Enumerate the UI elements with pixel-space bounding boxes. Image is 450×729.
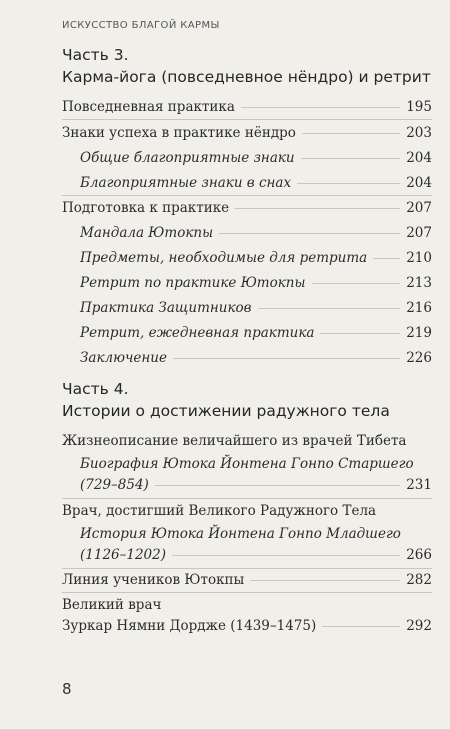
dot-leader [258,308,401,309]
toc-entry-title: Повседневная практика [62,99,235,115]
toc-entry-title: Ретрит по практике Ютокпы [80,275,306,291]
toc-entry[interactable] [62,97,432,118]
dot-leader [250,580,400,581]
toc-subentry[interactable] [80,173,432,194]
dot-leader [312,283,401,284]
running-head: ИСКУССТВО БЛАГОЙ КАРМЫ [62,20,220,31]
dot-leader [173,358,400,359]
toc-entry-title: Знаки успеха в практике нёндро [62,125,296,141]
toc-entry[interactable] [62,501,432,522]
toc-entry-title: История Ютока Йонтена Гонпо Младшего [80,526,401,542]
dot-leader [172,555,400,556]
toc-entry-title: Линия учеников Ютокпы [62,572,245,588]
toc-subentry[interactable] [80,248,432,269]
toc-entry-page: 213 [406,275,432,291]
toc-entry-title: Биография Ютока Йонтена Гонпо Старшего [80,456,414,472]
toc-entry-page: 195 [406,99,432,115]
dot-leader [301,158,401,159]
toc-entry-title-cont: (1126–1202) [80,547,166,563]
divider [62,568,432,569]
toc-entry-page: 207 [406,200,432,216]
toc-entry[interactable] [62,570,432,591]
toc-entry-page: 219 [406,325,432,341]
toc-entry-page: 204 [406,175,432,191]
toc-subentry[interactable] [80,273,432,294]
toc-entry[interactable] [62,198,432,219]
dot-leader [320,333,400,334]
toc-entry-page: 203 [406,125,432,141]
toc-subentry[interactable] [80,524,432,566]
divider [62,592,432,593]
dot-leader [302,133,400,134]
toc-entry-page: 210 [406,250,432,266]
toc-entry-page: 204 [406,150,432,166]
toc-subentry[interactable] [80,454,432,496]
part-4-label: Часть 4. [62,380,129,398]
dot-leader [373,258,400,259]
toc-entry-title: Благоприятные знаки в снах [80,175,292,191]
toc-entry-title: Жизнеописание величайшего из врачей Тибета [62,433,407,449]
dot-leader [155,485,400,486]
toc-subentry[interactable] [80,323,432,344]
toc-entry-title-cont: (729–854) [80,477,149,493]
page-number: 8 [62,680,72,698]
part-4-heading [62,378,390,422]
toc-subentry[interactable] [80,148,432,169]
toc-entry-page: 207 [406,225,432,241]
dot-leader [241,107,400,108]
toc-entry[interactable] [62,123,432,144]
toc-entry-page: 282 [406,572,432,588]
toc-entry-title: Предметы, необходимые для ретрита [80,250,368,266]
toc-entry-title: Общие благоприятные знаки [80,150,295,166]
toc-subentry[interactable] [80,348,432,369]
toc-entry-page: 226 [406,350,432,366]
toc-entry-page: 292 [406,618,432,634]
toc-entry-title: Мандала Ютокпы [80,225,214,241]
part-3-title: Карма-йога (повседневное нёндро) и ретрит [62,68,431,86]
toc-entry[interactable] [62,595,432,637]
part-3-heading [62,44,431,88]
toc-entry[interactable] [62,431,432,452]
divider [62,195,432,196]
toc-entry-title: Ретрит, ежедневная практика [80,325,315,341]
toc-entry-page: 231 [406,477,432,493]
toc-entry-title: Практика Защитников [80,300,252,316]
toc-entry-title: Заключение [80,350,167,366]
toc-entry-title: Великий врач [62,597,162,613]
toc-entry-page: 216 [406,300,432,316]
toc-entry-page: 266 [406,547,432,563]
toc-entry-title-cont: Зуркар Нямни Дордже (1439–1475) [62,618,317,634]
dot-leader [297,183,400,184]
toc-subentry[interactable] [80,223,432,244]
part-3-label: Часть 3. [62,46,129,64]
divider [62,119,432,120]
toc-subentry[interactable] [80,298,432,319]
toc-entry-title: Подготовка к практике [62,200,230,216]
divider [62,498,432,499]
part-4-title: Истории о достижении радужного тела [62,402,390,420]
dot-leader [322,626,400,627]
toc-entry-title: Врач, достигший Великого Радужного Тела [62,503,377,519]
dot-leader [219,233,400,234]
dot-leader [235,208,400,209]
